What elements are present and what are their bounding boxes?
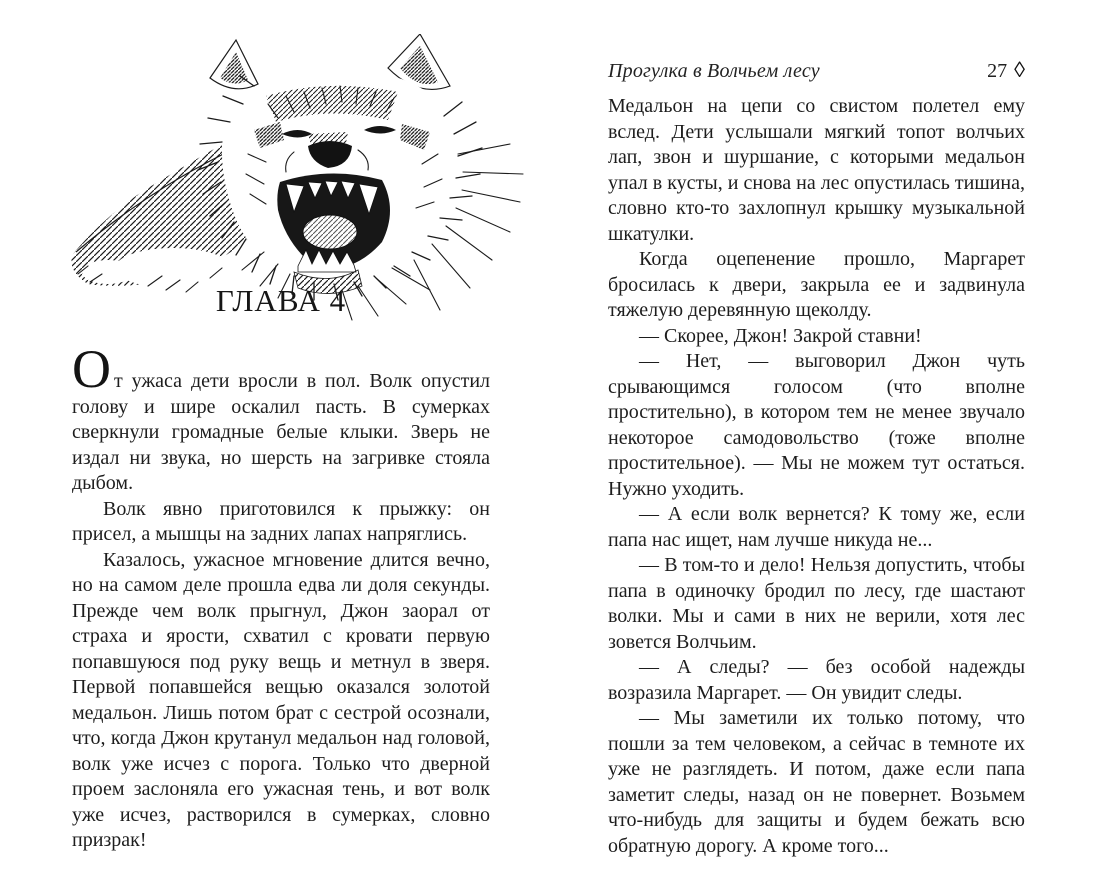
paragraph-text: т ужаса дети вросли в пол. Волк опустил голову и шире оскалил пасть. В сумерках сверкнули громадные белые клыки. Зверь не издал ни звука, но шерсть на загривке стояла дыбом. [72,370,490,494]
paragraph [72,339,490,497]
chapter-title: ГЛАВА 4 [215,283,347,318]
page-number-group [987,57,1025,83]
paragraph: Когда оцепенение прошло, Маргарет бросилась к двери, закрыла ее и задвинула тяжелую деревянную щеколду. [608,248,1025,321]
left-page [72,0,490,873]
right-page-body [608,94,1025,859]
running-head-title: Прогулка в Волчьем лесу [608,60,820,82]
left-page-body [72,339,490,854]
right-page [608,0,1025,873]
diamond-ornament-icon: ◊ [1014,57,1025,82]
paragraph: — Нет, — выговорил Джон чуть срывающимся голосом (что вполне простительно), в котором тем не менее звучало некоторое самодовольство (тоже вполне простительное). — Мы не можем тут остаться. Нужно уходить. [608,350,1025,500]
page-number: 27 [987,60,1008,82]
paragraph: — А если волк вернется? К тому же, если папа нас ищет, нам лучше никуда не... [608,503,1025,551]
paragraph: Казалось, ужасное мгновение длится вечно, но на самом деле прошла едва ли доля секунды. Прежде чем волк прыгнул, Джон заорал от страха и ярости, схватил с кровати первую попавшуюся под руку вещь и метнул в зверя. Первой попавшейся вещью оказался золотой медальон. Лишь потом брат с сестрой осознали, что, когда Джон крутанул медальон над головой, волк уже исчез с порога. Только что дверной проем заслоняла его ужасная тень, и вот волк уже исчез, растворился в сумерках, словно призрак! [72,548,490,851]
paragraph: Медальон на цепи со свистом полетел ему вслед. Дети услышали мягкий топот волчьих лап, звон и шуршание, с которыми медальон упал в кусты, и снова на лес опустилась тишина, словно кто-то захлопнул крышку музыкальной шкатулки. [608,95,1025,245]
paragraph: Волк явно приготовился к прыжку: он присел, а мышцы на задних лапах напряглись. [72,497,490,545]
drop-cap: О [72,339,111,399]
paragraph: — А следы? — без особой надежды возразила Маргарет. — Он увидит следы. [608,656,1025,704]
paragraph: — В том-то и дело! Нельзя допустить, чтобы папа в одиночку бродил по лесу, где шастают волки. Мы и сами в них не верили, хотя лес зовется Волчьим. [608,554,1025,653]
running-head [608,57,1025,83]
paragraph: — Скорее, Джон! Закрой ставни! [639,324,922,347]
paragraph: — Мы заметили их только потому, что пошли за тем человеком, а сейчас в темноте их уже не разглядеть. И потом, даже если папа заметит следы, назад он не повернет. Возьмем что-нибудь для защиты и будем бежать всю обратную дорогу. А кроме того... [608,707,1025,857]
